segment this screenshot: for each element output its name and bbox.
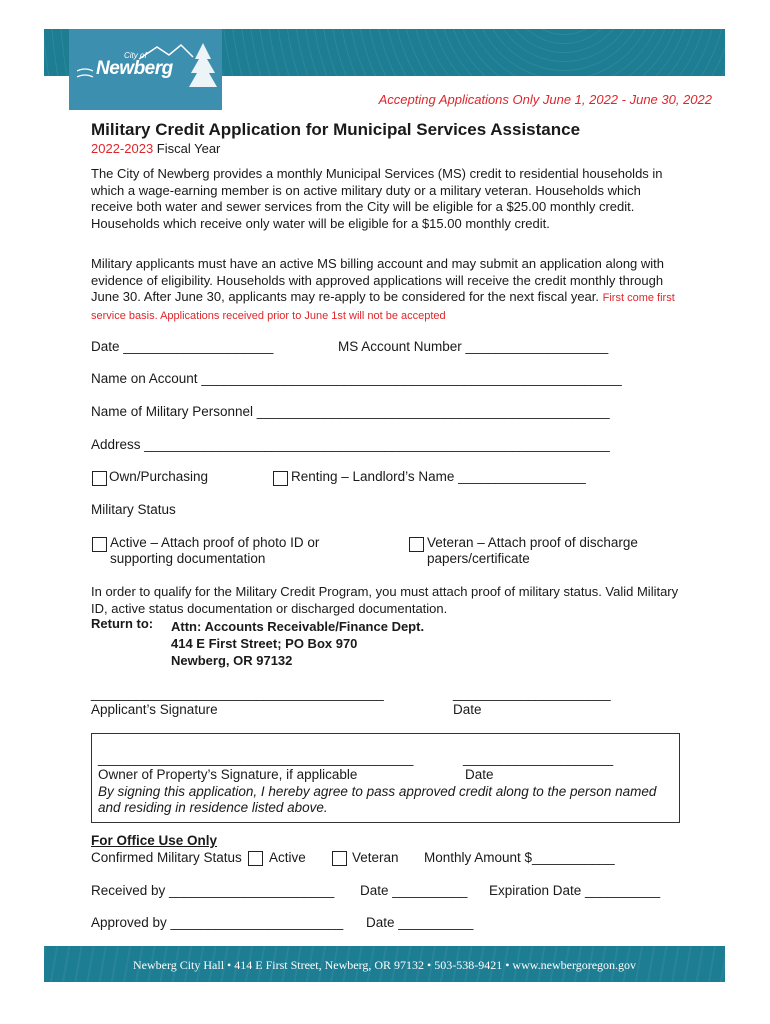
intro-paragraph-1: The City of Newberg provides a monthly Municipal Services (MS) credit to residential households in which a wage-earning member is on active military duty or a military veteran. Households which receive both water and sewer services from the City will be eligible for a $25.00 monthly credit. Households which receive only water will be eligible for a $15.00 monthly credit. xyxy=(91,166,663,231)
veteran-status-line-1: Veteran – Attach proof of discharge xyxy=(427,535,638,550)
date-field[interactable]: Date ____________________ xyxy=(91,339,274,354)
office-active-label: Active xyxy=(269,850,306,865)
office-active-checkbox[interactable] xyxy=(248,851,263,866)
owner-date-line[interactable]: ____________________ xyxy=(463,751,614,766)
renting-field[interactable]: Renting – Landlord’s Name _________________ xyxy=(291,469,586,484)
applicant-signature-line[interactable]: _______________________________________ xyxy=(91,686,384,701)
active-status-checkbox[interactable] xyxy=(92,537,107,552)
office-veteran-label: Veteran xyxy=(352,850,399,865)
logo-name-text: Newberg xyxy=(96,58,173,79)
address-field[interactable]: Address ______________________________________________________________ xyxy=(91,437,610,452)
veteran-status-checkbox[interactable] xyxy=(409,537,424,552)
received-by-field[interactable]: Received by ______________________ xyxy=(91,883,335,898)
active-status-line-1: Active – Attach proof of photo ID or xyxy=(110,535,320,550)
fiscal-label: Fiscal Year xyxy=(156,141,221,156)
return-line-3: Newberg, OR 97132 xyxy=(171,653,293,668)
page-title: Military Credit Application for Municipal Services Assistance xyxy=(91,120,581,139)
first-come-note: First come first service basis. Applications received prior to June 1st will not be accepted xyxy=(91,292,675,322)
owner-note-line-1: By signing this application, I hereby agree to pass approved credit along to the person named xyxy=(98,784,657,799)
intro-paragraph-2 xyxy=(91,256,681,324)
return-line-2: 414 E First Street; PO Box 970 xyxy=(171,636,358,651)
name-on-account-field[interactable]: Name on Account ________________________________________________________ xyxy=(91,371,622,386)
active-status-line-2: supporting documentation xyxy=(110,551,266,566)
office-use-heading: For Office Use Only xyxy=(91,833,218,848)
military-status-label: Military Status xyxy=(91,502,176,517)
owner-date-label: Date xyxy=(465,767,494,782)
approved-by-field[interactable]: Approved by _______________________ xyxy=(91,915,344,930)
owner-signature-label: Owner of Property’s Signature, if applicable xyxy=(98,767,358,782)
intro-paragraph-2-text: Military applicants must have an active MS billing account and may submit an application along with evidence of eligibility. Households with approved applications will receive the credit monthly through June 30. After June 30, applicants may re-apply to be considered for the next fiscal year. xyxy=(91,256,665,304)
monthly-amount-field[interactable]: Monthly Amount $___________ xyxy=(424,850,615,865)
veteran-status-line-2: papers/certificate xyxy=(427,551,530,566)
qualify-paragraph: In order to qualify for the Military Credit Program, you must attach proof of military status. Valid Military ID, active status documentation or discharged documentation. xyxy=(91,584,679,616)
accepting-dates: Accepting Applications Only June 1, 2022 - June 30, 2022 xyxy=(378,92,712,107)
military-personnel-field[interactable]: Name of Military Personnel _______________________________________________ xyxy=(91,404,610,419)
approved-date-field[interactable]: Date __________ xyxy=(366,915,474,930)
return-to-label: Return to: xyxy=(91,616,154,631)
fiscal-years: 2022-2023 xyxy=(91,141,154,156)
applicant-date-label: Date xyxy=(453,702,482,717)
office-veteran-checkbox[interactable] xyxy=(332,851,347,866)
ms-account-field[interactable]: MS Account Number ___________________ xyxy=(338,339,609,354)
applicant-signature-label: Applicant’s Signature xyxy=(91,702,218,717)
confirmed-status-label: Confirmed Military Status xyxy=(91,850,242,865)
expiration-date-field[interactable]: Expiration Date __________ xyxy=(489,883,661,898)
logo-city-text: City of xyxy=(124,51,147,60)
footer-contact: Newberg City Hall • 414 E First Street, Newberg, OR 97132 • 503-538-9421 • www.newbergoregon.gov xyxy=(44,946,725,982)
fiscal-year xyxy=(91,141,220,156)
received-date-field[interactable]: Date __________ xyxy=(360,883,468,898)
applicant-date-line[interactable]: _____________________ xyxy=(453,686,611,701)
own-label: Own/Purchasing xyxy=(109,469,209,484)
owner-signature-line[interactable]: __________________________________________ xyxy=(98,751,414,766)
owner-note-line-2: and residing in residence listed above. xyxy=(98,800,328,815)
return-line-1: Attn: Accounts Receivable/Finance Dept. xyxy=(171,619,425,634)
renting-checkbox[interactable] xyxy=(273,471,288,486)
own-checkbox[interactable] xyxy=(92,471,107,486)
